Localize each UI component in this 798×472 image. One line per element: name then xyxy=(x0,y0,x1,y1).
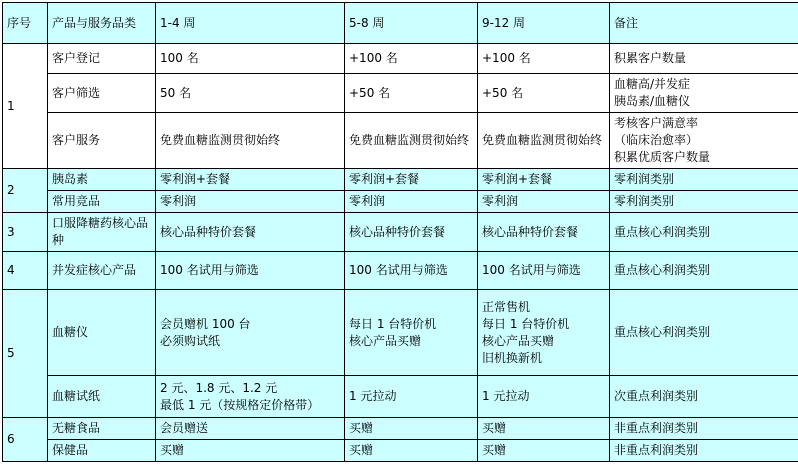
cell-line: 必须购试纸 xyxy=(160,333,221,348)
cell-line: +50 名 xyxy=(482,85,524,100)
cell-line: 1 元拉动 xyxy=(349,389,397,403)
note-cell xyxy=(610,44,798,74)
category-cell: 血糖试纸 xyxy=(48,376,156,418)
category-cell: 常用竞品 xyxy=(48,191,156,213)
weeks-5-8-cell xyxy=(345,213,478,252)
group-index: 3 xyxy=(7,224,15,239)
weeks-5-8-cell xyxy=(345,169,478,191)
cell-line: 会员赠送 xyxy=(160,421,209,435)
note-cell xyxy=(610,290,798,376)
group-index: 6 xyxy=(7,432,15,446)
group-index-cell xyxy=(3,169,48,213)
weeks-9-12-cell xyxy=(478,44,610,74)
cell-line: +50 名 xyxy=(349,85,391,100)
header-weeks-1-4: 1-4 周 xyxy=(156,3,345,44)
table-row xyxy=(3,290,798,376)
cell-line: 会员赠机 100 台 xyxy=(160,316,251,331)
group-index-cell xyxy=(3,213,48,252)
weeks-5-8-cell xyxy=(345,191,478,213)
cell-line: （临床治愈率） xyxy=(614,133,699,147)
weeks-9-12-cell xyxy=(478,440,610,462)
cell-line: 零利润 xyxy=(349,194,386,208)
weeks-9-12-cell xyxy=(478,252,610,290)
cell-line: 100 名试用与筛选 xyxy=(482,263,581,277)
cell-line: 正常售机 xyxy=(482,299,531,314)
note-cell xyxy=(610,169,798,191)
cell-line: 每日 1 台特价机 xyxy=(482,316,570,331)
cell-line: 免费血糖监测贯彻始终 xyxy=(349,133,470,147)
category-cell: 客户服务 xyxy=(48,113,156,169)
weeks-9-12-cell xyxy=(478,169,610,191)
weeks-1-4-cell xyxy=(156,191,345,213)
cell-line: 核心产品买赠 xyxy=(482,333,555,348)
note-cell xyxy=(610,113,798,169)
table-row xyxy=(3,376,798,418)
weeks-1-4-cell xyxy=(156,213,345,252)
cell-line: 最低 1 元（按规格定价格带） xyxy=(160,397,320,412)
group-index-cell xyxy=(3,418,48,462)
cell-line: 积累客户数量 xyxy=(614,51,687,65)
cell-line: 买赠 xyxy=(160,443,185,457)
table-row xyxy=(3,252,798,290)
group-index-cell xyxy=(3,290,48,418)
cell-line: 考核客户满意率 xyxy=(614,116,699,130)
weeks-5-8-cell xyxy=(345,74,478,113)
header-weeks-5-8: 5-8 周 xyxy=(345,3,478,44)
weeks-1-4-cell xyxy=(156,113,345,169)
cell-line: 血糖高/并发症 xyxy=(614,77,691,91)
group-index-cell xyxy=(3,252,48,290)
header-note: 备注 xyxy=(610,3,798,44)
cell-line: 100 名 xyxy=(160,51,199,65)
cell-line: 买赠 xyxy=(482,443,507,457)
table-row xyxy=(3,191,798,213)
cell-line: 买赠 xyxy=(349,443,374,457)
weeks-1-4-cell xyxy=(156,418,345,440)
category-cell: 客户登记 xyxy=(48,44,156,74)
table-row xyxy=(3,440,798,462)
header-category: 产品与服务品类 xyxy=(48,3,156,44)
cell-line: 2 元、1.8 元、1.2 元 xyxy=(160,380,278,395)
weeks-1-4-cell xyxy=(156,290,345,376)
category-cell: 无糖食品 xyxy=(48,418,156,440)
promotion-plan-table xyxy=(2,2,798,462)
cell-line: 免费血糖监测贯彻始终 xyxy=(482,133,603,147)
cell-line: 1 元拉动 xyxy=(482,389,530,403)
weeks-1-4-cell xyxy=(156,169,345,191)
cell-line: 零利润 xyxy=(160,194,197,208)
cell-line: 100 名试用与筛选 xyxy=(349,263,448,277)
cell-line: 核心品种特价套餐 xyxy=(160,224,257,239)
category-cell: 口服降糖药核心品种 xyxy=(48,213,156,252)
weeks-9-12-cell xyxy=(478,418,610,440)
cell-line: +100 名 xyxy=(482,51,531,65)
cell-line: 零利润 xyxy=(482,194,519,208)
note-cell xyxy=(610,440,798,462)
group-index: 4 xyxy=(7,263,15,277)
cell-line: 每日 1 台特价机 xyxy=(349,316,437,331)
cell-line: 非重点利润类别 xyxy=(614,421,699,435)
weeks-1-4-cell xyxy=(156,74,345,113)
weeks-5-8-cell xyxy=(345,44,478,74)
weeks-1-4-cell xyxy=(156,44,345,74)
note-cell xyxy=(610,74,798,113)
weeks-9-12-cell xyxy=(478,113,610,169)
header-index: 序号 xyxy=(3,3,48,44)
cell-line: 零利润+套餐 xyxy=(482,172,553,186)
cell-line: 旧机换新机 xyxy=(482,350,543,365)
cell-line: 积累优质客户数量 xyxy=(614,150,711,164)
table-row xyxy=(3,169,798,191)
cell-line: 次重点利润类别 xyxy=(614,389,699,403)
table-row xyxy=(3,44,798,74)
cell-line: 重点核心利润类别 xyxy=(614,263,711,277)
category-cell: 并发症核心产品 xyxy=(48,252,156,290)
note-cell xyxy=(610,418,798,440)
weeks-1-4-cell xyxy=(156,376,345,418)
table-row xyxy=(3,113,798,169)
note-cell xyxy=(610,376,798,418)
weeks-1-4-cell xyxy=(156,252,345,290)
cell-line: 零利润类别 xyxy=(614,194,675,208)
header-weeks-9-12: 9-12 周 xyxy=(478,3,610,44)
weeks-5-8-cell xyxy=(345,376,478,418)
note-cell xyxy=(610,191,798,213)
weeks-5-8-cell xyxy=(345,418,478,440)
table-row xyxy=(3,213,798,252)
category-cell: 客户筛选 xyxy=(48,74,156,113)
weeks-9-12-cell xyxy=(478,191,610,213)
cell-line: 零利润+套餐 xyxy=(349,172,420,186)
cell-line: +100 名 xyxy=(349,51,398,65)
cell-line: 免费血糖监测贯彻始终 xyxy=(160,133,281,147)
weeks-1-4-cell xyxy=(156,440,345,462)
weeks-9-12-cell xyxy=(478,213,610,252)
group-index: 2 xyxy=(7,183,15,197)
weeks-9-12-cell xyxy=(478,290,610,376)
group-index-cell xyxy=(3,44,48,169)
cell-line: 胰岛素/血糖仪 xyxy=(614,94,691,108)
cell-line: 核心品种特价套餐 xyxy=(349,224,446,239)
weeks-9-12-cell xyxy=(478,74,610,113)
cell-line: 零利润+套餐 xyxy=(160,172,231,186)
weeks-5-8-cell xyxy=(345,440,478,462)
weeks-5-8-cell xyxy=(345,290,478,376)
header-row xyxy=(3,3,798,44)
category-cell: 保健品 xyxy=(48,440,156,462)
cell-line: 核心产品买赠 xyxy=(349,333,422,348)
cell-line: 重点核心利润类别 xyxy=(614,325,711,339)
table-row xyxy=(3,74,798,113)
cell-line: 50 名 xyxy=(160,85,192,100)
weeks-5-8-cell xyxy=(345,252,478,290)
cell-line: 非重点利润类别 xyxy=(614,443,699,457)
note-cell xyxy=(610,252,798,290)
cell-line: 买赠 xyxy=(349,421,374,435)
group-index: 1 xyxy=(7,98,15,113)
weeks-9-12-cell xyxy=(478,376,610,418)
table-row xyxy=(3,418,798,440)
category-cell: 血糖仪 xyxy=(48,290,156,376)
weeks-5-8-cell xyxy=(345,113,478,169)
cell-line: 重点核心利润类别 xyxy=(614,224,711,239)
cell-line: 100 名试用与筛选 xyxy=(160,263,259,277)
cell-line: 核心品种特价套餐 xyxy=(482,224,579,239)
category-cell: 胰岛素 xyxy=(48,169,156,191)
note-cell xyxy=(610,213,798,252)
group-index: 5 xyxy=(7,346,15,360)
cell-line: 零利润类别 xyxy=(614,172,675,186)
cell-line: 买赠 xyxy=(482,421,507,435)
